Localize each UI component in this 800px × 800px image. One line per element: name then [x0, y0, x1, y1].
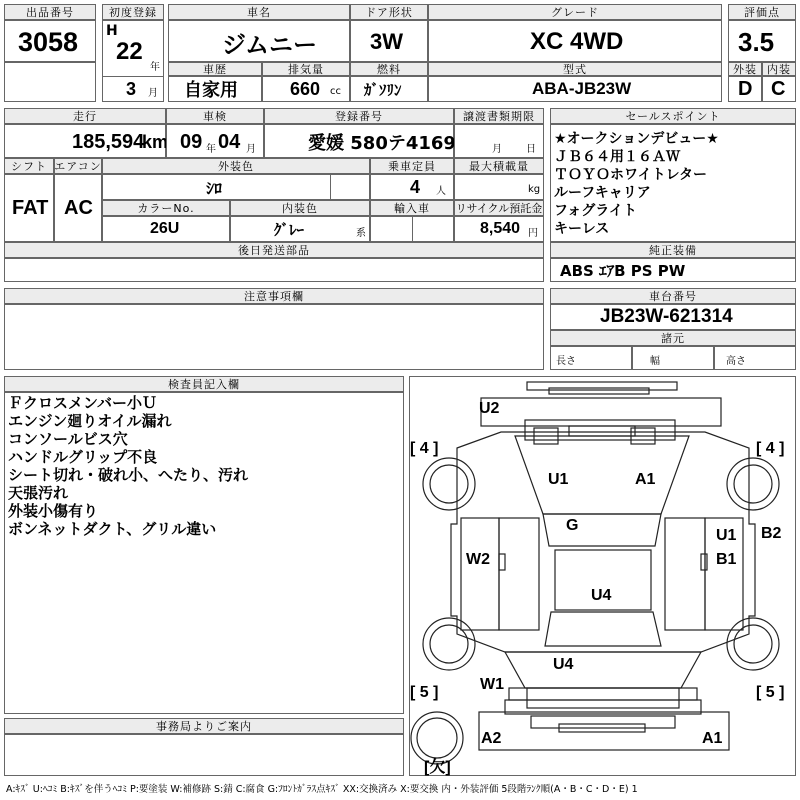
sales-point-6: キーレス: [554, 221, 610, 237]
height-label: 高さ: [726, 355, 746, 367]
int-grade: C: [771, 77, 786, 100]
chassis-label: 車台番号: [550, 288, 796, 304]
score-label: 評価点: [728, 4, 796, 20]
int-color: ｸﾞﾚｰ: [274, 220, 305, 239]
notes-label: 注意事項欄: [4, 288, 544, 304]
mark-g: G: [566, 517, 579, 534]
int-color-unit: 系: [356, 227, 366, 239]
color-no: 26U: [150, 220, 180, 237]
capacity: 4: [410, 176, 421, 197]
tread-front-left: [ 4 ]: [410, 440, 439, 457]
insp-month-unit: 月: [246, 143, 256, 155]
legend: A:ｷｽﾞ U:ﾍｺﾐ B:ｷｽﾞを伴うﾍｺﾐ P:要塗装 W:補修跡 S:錆 C:腐食 G:ﾌﾛﾝﾄｶﾞﾗｽ点ｷｽﾞ XX:交換済み X:要交換 内・外装評価 5段階ﾗﾝｸ順(A・B・C・D・E) 1: [6, 784, 638, 795]
load-unit: kg: [528, 183, 541, 195]
recycle-unit: 円: [528, 227, 538, 239]
inspector-line-2: エンジン廻りオイル漏れ: [8, 412, 172, 430]
inspector-line-1: Ｆクロスメンバー小Ｕ: [8, 394, 157, 412]
notes-box: [4, 304, 544, 370]
inspector-line-5: シート切れ・破れ小、へたり、汚れ: [8, 466, 249, 484]
door-type: 3W: [370, 29, 403, 54]
history: 自家用: [184, 80, 238, 101]
ext-grade-label: 外装: [728, 62, 762, 76]
fuel-label: 燃料: [350, 62, 428, 76]
cc-unit: cc: [330, 85, 341, 97]
mark-a1-top: A1: [635, 471, 656, 488]
grade: XC 4WD: [530, 28, 624, 55]
mark-u4-low: U4: [553, 656, 574, 673]
fuel: ｶﾞｿﾘﾝ: [364, 80, 402, 99]
tread-rear-left: [ 5 ]: [410, 684, 439, 701]
equipment: ABS ｴｱB PS PW: [560, 261, 686, 280]
load-label: 最大積載量: [454, 158, 544, 174]
spare-tire-status: [欠]: [424, 759, 451, 776]
mark-u1-side: U1: [716, 527, 737, 544]
km-unit: km: [142, 131, 169, 152]
color-label: 外装色: [102, 158, 370, 174]
inspector-label: 検査員記入欄: [4, 376, 404, 392]
sales-point-1: ★オークションデビュー★: [554, 131, 719, 147]
ac: AC: [64, 196, 93, 219]
car-name-label: 車名: [168, 4, 350, 20]
color-no-label: カラーNo.: [102, 200, 230, 216]
office-box: [4, 734, 404, 776]
int-color-label: 内装色: [230, 200, 370, 216]
width-label: 幅: [650, 355, 660, 367]
shift: FAT: [12, 196, 49, 219]
era: H: [106, 23, 118, 39]
recycle: 8,540: [480, 220, 521, 237]
sales-point-3: ＴＯＹＯホワイトレター: [554, 167, 708, 183]
office-label: 事務局よりご案内: [4, 718, 404, 734]
score: 3.5: [738, 26, 775, 57]
displacement: 660: [290, 78, 321, 99]
first-reg-year: 22: [116, 38, 143, 65]
length-label: 長さ: [556, 355, 576, 367]
later-parts-label: 後日発送部品: [4, 242, 544, 258]
inspector-line-6: 天張汚れ: [8, 484, 69, 502]
ac-label: エアコン: [54, 160, 102, 173]
sales-point-4: ルーフキャリア: [554, 185, 651, 201]
width-box: [632, 346, 714, 370]
insp-month: 04: [218, 130, 241, 153]
ext-grade: D: [738, 77, 753, 100]
history-label: 車歴: [168, 62, 262, 76]
lot-number: 3058: [18, 26, 79, 57]
year-unit: 年: [150, 61, 160, 73]
sales-points-label: セールスポイント: [550, 108, 796, 124]
equipment-label: 純正装備: [550, 242, 796, 258]
import-sub-box: [412, 216, 454, 242]
mark-w1: W1: [480, 676, 504, 693]
recycle-label: リサイクル預託金: [455, 202, 543, 215]
color: ｼﾛ: [206, 178, 223, 198]
mark-a2: A2: [481, 730, 502, 747]
sales-point-2: ＪＢ６４用１６ＡＷ: [554, 149, 680, 165]
inspector-line-3: コンソールビス穴: [8, 430, 128, 448]
grade-label: グレード: [428, 4, 722, 20]
displacement-label: 排気量: [262, 62, 350, 76]
reg-no-label: 登録番号: [264, 108, 454, 124]
insp-year-unit: 年: [206, 143, 216, 155]
mark-u4-mid: U4: [591, 587, 612, 604]
mark-u1-top: U1: [548, 471, 569, 488]
color-sub-box: [330, 174, 370, 200]
lot-label: 出品番号: [4, 4, 96, 20]
model-label: 型式: [428, 62, 722, 76]
capacity-label: 乗車定員: [370, 158, 454, 174]
import-label: 輸入車: [370, 200, 454, 216]
chassis-number: JB23W-621314: [600, 306, 733, 327]
inspector-line-8: ボンネットダクト、グリル違い: [8, 520, 217, 538]
car-diagram: [409, 376, 796, 776]
shift-label: シフト: [4, 158, 54, 174]
car-name: ジムニー: [222, 30, 318, 59]
transfer-day-unit: 日: [526, 143, 536, 155]
mileage: 185,594: [72, 130, 145, 153]
inspector-line-4: ハンドルグリップ不良: [8, 448, 158, 466]
tread-rear-right: [ 5 ]: [756, 684, 785, 701]
mark-w2: W2: [466, 551, 490, 568]
reg-no: 愛媛 580テ4169: [308, 133, 456, 154]
capacity-unit: 人: [436, 185, 446, 197]
inspector-line-7: 外装小傷有り: [8, 502, 99, 520]
door-label: ドア形状: [350, 4, 428, 20]
tread-front-right: [ 4 ]: [756, 440, 785, 457]
dimensions-label: 諸元: [550, 330, 796, 346]
mark-a1-low: A1: [702, 730, 723, 747]
mark-b1: B1: [716, 551, 737, 568]
model: ABA-JB23W: [532, 79, 632, 98]
month-unit: 月: [148, 87, 158, 99]
inspection-label: 車検: [166, 108, 264, 124]
transfer-label: 譲渡書類期限: [454, 108, 544, 124]
later-parts-box: [4, 258, 544, 282]
transfer-month-unit: 月: [492, 143, 502, 155]
mileage-label: 走行: [4, 108, 166, 124]
insp-year: 09: [180, 130, 203, 153]
first-reg-month: 3: [126, 78, 137, 99]
mark-u2: U2: [479, 400, 500, 417]
first-reg-label: 初度登録: [102, 4, 164, 20]
lot-empty: [4, 62, 96, 102]
sales-point-5: フォグライト: [554, 203, 637, 219]
int-grade-label: 内装: [762, 62, 796, 76]
mark-b2: B2: [761, 525, 782, 542]
